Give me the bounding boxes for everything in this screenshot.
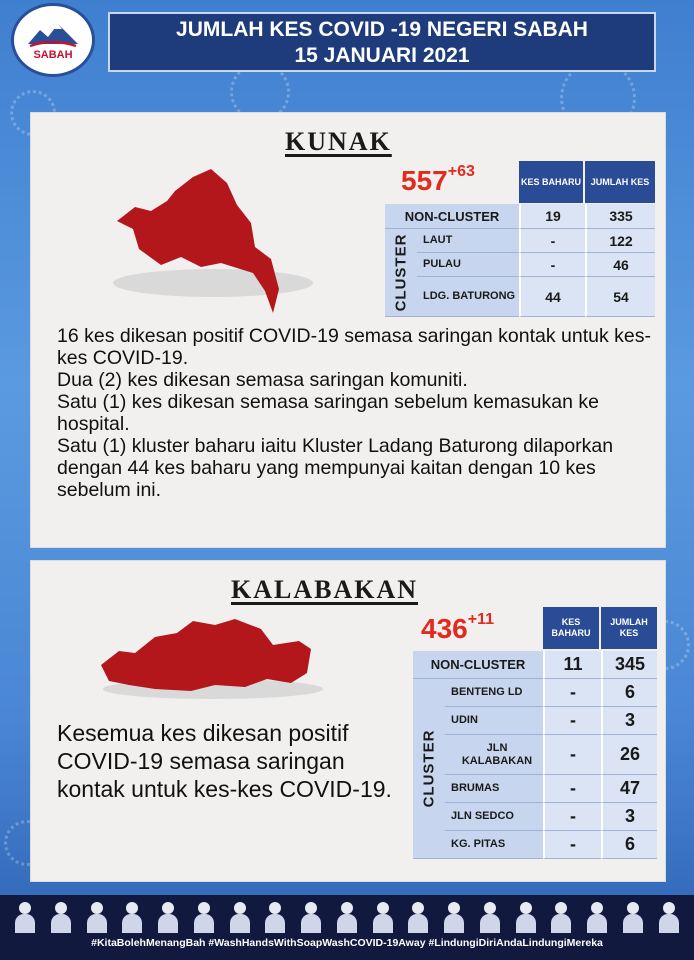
kunak-cluster-name: LAUT bbox=[417, 229, 519, 253]
person-icon bbox=[372, 901, 394, 933]
kalabakan-cluster-new: - bbox=[543, 803, 601, 831]
kalabakan-cluster-name: JLN SEDCO bbox=[445, 803, 543, 831]
person-icon bbox=[193, 901, 215, 933]
kalabakan-cluster-name: UDIN bbox=[445, 707, 543, 735]
kunak-cluster-name: PULAU bbox=[417, 253, 519, 277]
frontliner-illustrations bbox=[14, 901, 680, 935]
logo-text: SABAH bbox=[33, 48, 73, 61]
person-icon bbox=[515, 901, 537, 933]
kalabakan-title: KALABAKAN bbox=[231, 575, 419, 604]
kalabakan-cluster-total: 6 bbox=[601, 831, 657, 859]
kunak-title: KUNAK bbox=[285, 127, 392, 156]
kunak-col-kes-baharu: KES BAHARU bbox=[519, 161, 583, 203]
footer-banner bbox=[0, 895, 694, 960]
kalabakan-col-jumlah-kes: JUMLAH KES bbox=[601, 607, 657, 649]
person-icon bbox=[86, 901, 108, 933]
kunak-new: +63 bbox=[447, 162, 475, 180]
person-icon bbox=[622, 901, 644, 933]
kalabakan-cluster-new: - bbox=[543, 679, 601, 707]
kunak-notes bbox=[57, 325, 657, 501]
kunak-non-cluster-total: 335 bbox=[585, 204, 655, 229]
kunak-map-icon bbox=[103, 163, 313, 318]
kunak-cluster-total: 122 bbox=[585, 229, 655, 253]
kalabakan-cluster-name: KG. PITAS bbox=[445, 831, 543, 859]
person-icon bbox=[443, 901, 465, 933]
person-icon bbox=[586, 901, 608, 933]
person-icon bbox=[121, 901, 143, 933]
person-icon bbox=[550, 901, 572, 933]
kunak-cluster-label bbox=[385, 229, 417, 317]
sabah-logo bbox=[14, 6, 92, 74]
kunak-cluster-total: 54 bbox=[585, 277, 655, 317]
kalabakan-cluster-new: - bbox=[543, 831, 601, 859]
title-line-1: JUMLAH KES COVID -19 NEGERI SABAH bbox=[176, 18, 588, 41]
person-icon bbox=[157, 901, 179, 933]
kalabakan-cluster-new: - bbox=[543, 707, 601, 735]
kunak-panel bbox=[30, 112, 666, 548]
kalabakan-note-text: Kesemua kes dikesan positif COVID-19 semasa saringan kontak untuk kes-kes COVID-19. bbox=[57, 720, 392, 802]
kunak-case-count bbox=[401, 162, 475, 197]
person-icon bbox=[300, 901, 322, 933]
kunak-non-cluster-label: NON-CLUSTER bbox=[385, 204, 519, 229]
kunak-cluster-name: LDG. BATURONG bbox=[417, 277, 519, 317]
mountain-logo-icon bbox=[26, 20, 80, 48]
kunak-note: Dua (2) kes dikesan semasa saringan komuniti. bbox=[57, 369, 468, 391]
kalabakan-cluster-total: 3 bbox=[601, 803, 657, 831]
kunak-cluster-total: 46 bbox=[585, 253, 655, 277]
kunak-cluster-new: - bbox=[519, 253, 585, 277]
person-icon bbox=[407, 901, 429, 933]
kalabakan-col-kes-baharu: KES BAHARU bbox=[543, 607, 599, 649]
kalabakan-map-icon bbox=[95, 615, 325, 705]
kunak-cluster-text: CLUSTER bbox=[392, 233, 410, 312]
kunak-non-cluster-new: 19 bbox=[519, 204, 585, 229]
kalabakan-cluster-name: BENTENG LD bbox=[445, 679, 543, 707]
person-icon bbox=[336, 901, 358, 933]
person-icon bbox=[14, 901, 36, 933]
kunak-total: 557 bbox=[401, 165, 448, 196]
hashtags: #KitaBolehMenangBah #WashHandsWithSoapWashCOVID-19Away #LindungiDiriAndaLindungiMereka bbox=[91, 937, 603, 949]
kalabakan-cluster-label bbox=[413, 679, 445, 859]
person-icon bbox=[479, 901, 501, 933]
kunak-note: Satu (1) kes dikesan semasa saringan sebelum kemasukan ke hospital. bbox=[57, 391, 599, 435]
kunak-cluster-new: - bbox=[519, 229, 585, 253]
kalabakan-case-count bbox=[421, 610, 494, 645]
kalabakan-cluster-total: 6 bbox=[601, 679, 657, 707]
kalabakan-cluster-total: 3 bbox=[601, 707, 657, 735]
kunak-note: Satu (1) kluster baharu iaitu Kluster Ladang Baturong dilaporkan dengan 44 kes baharu yang mempunyai kaitan dengan 10 kes sebelum ini. bbox=[57, 435, 614, 501]
kalabakan-cluster-new: - bbox=[543, 775, 601, 803]
title-line-2: 15 JANUARI 2021 bbox=[294, 44, 470, 67]
person-icon bbox=[658, 901, 680, 933]
person-icon bbox=[50, 901, 72, 933]
kalabakan-panel bbox=[30, 560, 666, 882]
kalabakan-cluster-name: BRUMAS bbox=[445, 775, 543, 803]
kalabakan-cluster-total: 26 bbox=[601, 735, 657, 775]
kunak-note: 16 kes dikesan positif COVID-19 semasa saringan kontak untuk kes-kes COVID-19. bbox=[57, 325, 651, 369]
kalabakan-non-cluster-total: 345 bbox=[601, 651, 657, 679]
kunak-cluster-new: 44 bbox=[519, 277, 585, 317]
kalabakan-note bbox=[57, 719, 405, 803]
person-icon bbox=[229, 901, 251, 933]
kalabakan-total: 436 bbox=[421, 613, 468, 644]
kunak-col-jumlah-kes: JUMLAH KES bbox=[585, 161, 655, 203]
kalabakan-cluster-new: - bbox=[543, 735, 601, 775]
person-icon bbox=[264, 901, 286, 933]
page-title bbox=[108, 12, 656, 72]
kalabakan-cluster-total: 47 bbox=[601, 775, 657, 803]
kalabakan-non-cluster-label: NON-CLUSTER bbox=[413, 651, 543, 679]
kalabakan-cluster-text: CLUSTER bbox=[420, 729, 438, 808]
kalabakan-cluster-name: JLN KALABAKAN bbox=[445, 735, 543, 775]
kalabakan-non-cluster-new: 11 bbox=[543, 651, 601, 679]
kalabakan-new: +11 bbox=[467, 610, 494, 628]
